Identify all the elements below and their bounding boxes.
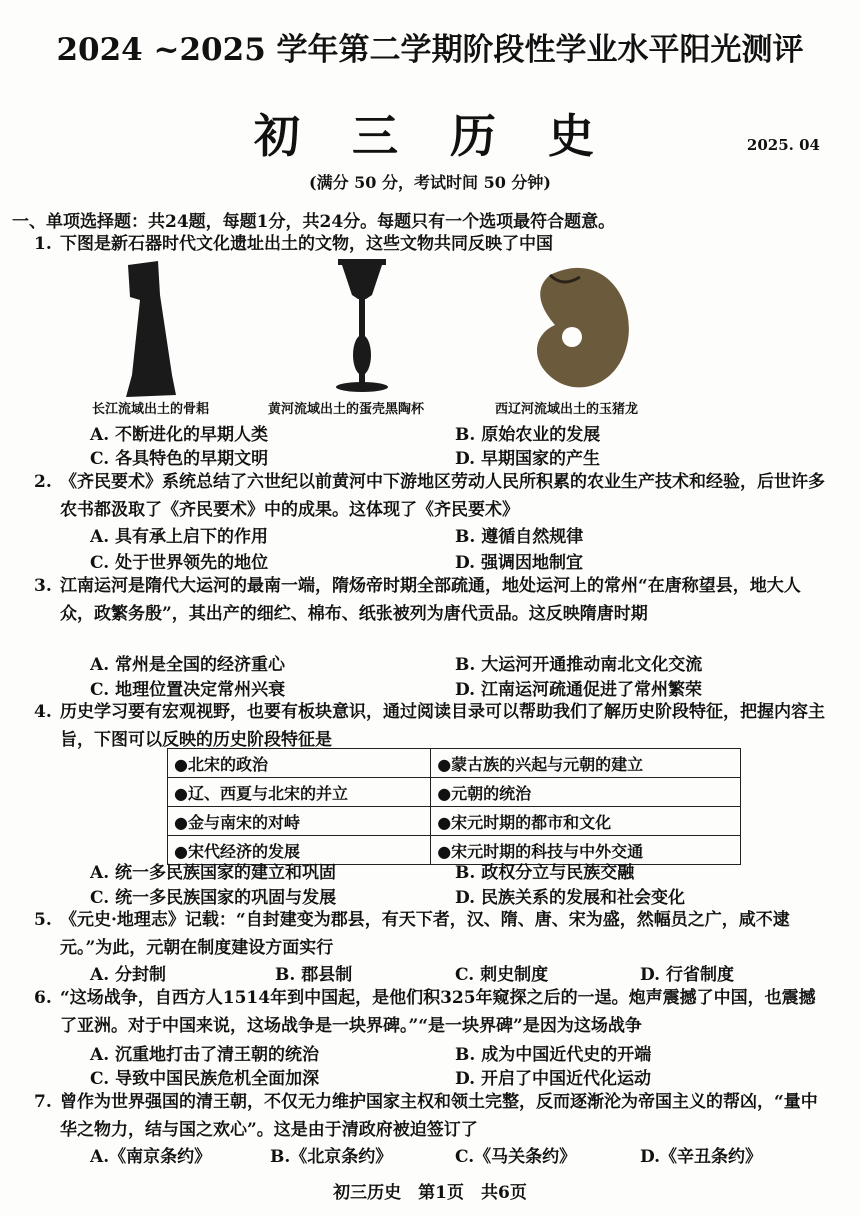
option-d: D.《辛丑条约》 [640, 1147, 763, 1167]
exam-title: 2024 ~2025 学年第二学期阶段性学业水平阳光测评 [56, 32, 804, 68]
question-2 [34, 468, 830, 524]
table-cell: ●元朝的统治 [431, 778, 741, 807]
exam-note: (满分 50 分，考试时间 50 分钟) [309, 173, 551, 192]
option-b: B. 大运河开通推动南北文化交流 [455, 655, 703, 675]
question-stem: “这场战争，自西方人1514年到中国起，是他们积325年窥探之后的一逞。炮声震撼了中国，也震撼了亚洲。对于中国来说，这场战争是一块界碑。”“是一块界碑”是因为这场战争 [60, 988, 816, 1036]
subject-title: 初三历史 [254, 109, 646, 163]
option-c: C. 导致中国民族危机全面加深 [90, 1069, 320, 1089]
pottery-cup-image [336, 259, 388, 392]
table-cell: ●金与南宋的对峙 [168, 807, 431, 836]
question-number: 5. [34, 910, 52, 930]
question-stem: 《齐民要术》系统总结了六世纪以前黄河中下游地区劳动人民所积累的农业生产技术和经验，后世许多农书都汲取了《齐民要术》中的成果。这体现了《齐民要术》 [60, 472, 825, 520]
option-b: B. 遵循自然规律 [455, 527, 584, 547]
exam-date: 2025. 04 [746, 136, 820, 154]
table-cell: ●辽、西夏与北宋的并立 [168, 778, 431, 807]
question-5 [34, 906, 830, 962]
question-number: 2. [34, 472, 52, 492]
table-row [168, 749, 741, 778]
table-cell: ●蒙古族的兴起与元朝的建立 [431, 749, 741, 778]
bone-si-image [126, 261, 176, 397]
option-a: A.《南京条约》 [90, 1147, 212, 1167]
table-of-contents [167, 748, 741, 865]
question-number: 1. [34, 234, 52, 254]
option-b: B. 郡县制 [275, 965, 353, 985]
option-d: D. 早期国家的产生 [455, 449, 600, 469]
option-a: A. 不断进化的早期人类 [90, 425, 269, 445]
table-cell: ●宋代经济的发展 [168, 836, 431, 865]
question-6 [34, 984, 830, 1040]
question-number: 6. [34, 988, 52, 1008]
option-a: A. 具有承上启下的作用 [90, 527, 269, 547]
option-c: C.《马关条约》 [455, 1147, 577, 1167]
option-d: D. 强调因地制宜 [455, 553, 583, 573]
option-a: A. 沉重地打击了清王朝的统治 [90, 1045, 320, 1065]
table-cell: ●宋元时期的都市和文化 [431, 807, 741, 836]
table-row [168, 807, 741, 836]
artifact-caption: 黄河流域出土的蛋壳黑陶杯 [268, 402, 425, 417]
question-stem: 江南运河是隋代大运河的最南一端，隋炀帝时期全部疏通，地处运河上的常州“在唐称望县，地大人众，政繁务殷”，其出产的细纻、棉布、纸张被列为唐代贡品。这反映隋唐时期 [60, 576, 801, 624]
option-c: C. 处于世界领先的地位 [90, 553, 269, 573]
question-stem: 历史学习要有宏观视野，也要有板块意识，通过阅读目录可以帮助我们了解历史阶段特征，把握内容主旨，下图可以反映的历史阶段特征是 [60, 702, 825, 750]
section-heading: 一、单项选择题：共24题，每题1分，共24分。每题只有一个选项最符合题意。 [12, 212, 616, 232]
option-d: D. 开启了中国近代化运动 [455, 1069, 651, 1089]
question-3 [34, 572, 830, 628]
page-footer: 初三历史 第1页 共6页 [333, 1183, 527, 1203]
question-7 [34, 1088, 830, 1144]
artifact-caption: 西辽河流域出土的玉猪龙 [495, 402, 639, 417]
option-c: C. 统一多民族国家的巩固与发展 [90, 888, 337, 908]
option-c: C. 刺史制度 [455, 965, 549, 985]
option-b: B. 政权分立与民族交融 [455, 863, 635, 883]
question-stem: 曾作为世界强国的清王朝，不仅无力维护国家主权和领土完整，反而逐渐沦为帝国主义的帮凶，“量中华之物力，结与国之欢心”。这是由于清政府被迫签订了 [60, 1092, 818, 1140]
table-row [168, 778, 741, 807]
option-a: A. 常州是全国的经济重心 [90, 655, 286, 675]
option-b: B.《北京条约》 [270, 1147, 393, 1167]
question-4 [34, 698, 830, 754]
question-stem: 《元史·地理志》记载：“自封建变为郡县，有天下者，汉、隋、唐、宋为盛，然幅员之广，咸不逮元。”为此，元朝在制度建设方面实行 [60, 910, 790, 958]
table-cell: ●北宋的政治 [168, 749, 431, 778]
question-number: 7. [34, 1092, 52, 1112]
jade-dragon-image [537, 268, 629, 388]
option-b: B. 成为中国近代史的开端 [455, 1045, 652, 1065]
question-1 [34, 230, 830, 258]
option-a: A. 统一多民族国家的建立和巩固 [90, 863, 337, 883]
question-stem: 下图是新石器时代文化遗址出土的文物，这些文物共同反映了中国 [60, 234, 553, 254]
option-a: A. 分封制 [90, 965, 167, 985]
table-cell: ●宋元时期的科技与中外交通 [431, 836, 741, 865]
question-number: 3. [34, 576, 52, 596]
option-b: B. 原始农业的发展 [455, 425, 601, 445]
artifact-caption: 长江流域出土的骨耜 [92, 402, 210, 417]
option-d: D. 江南运河疏通促进了常州繁荣 [455, 680, 702, 700]
artifact-images [80, 255, 700, 415]
question-number: 4. [34, 702, 52, 722]
option-c: C. 地理位置决定常州兴衰 [90, 680, 286, 700]
option-d: D. 行省制度 [640, 965, 734, 985]
option-c: C. 各具特色的早期文明 [90, 449, 269, 469]
option-d: D. 民族关系的发展和社会变化 [455, 888, 685, 908]
